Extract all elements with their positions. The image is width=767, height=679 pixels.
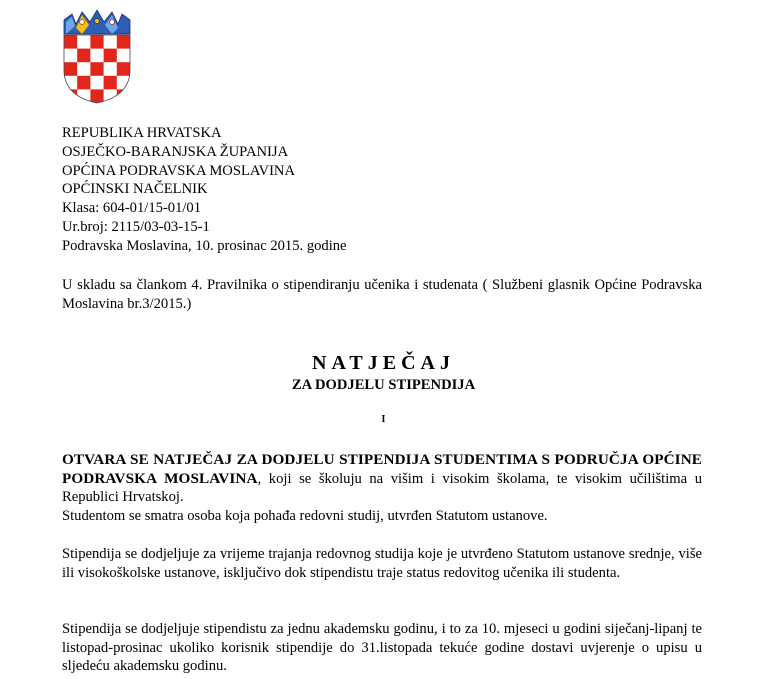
paragraph-1 [62,451,702,525]
intro-paragraph: U skladu sa člankom 4. Pravilnika o stipendiranju učenika i studenata ( Službeni glasnik Općine Podravska Moslavina br.3/2015.) [62,277,702,312]
section-numeral: I [381,414,386,425]
paragraph-1-rest: , koji se školuju na višim i visokim školama, te visokim učilištima u Republici Hrvatskoj. [62,470,703,506]
header-country: REPUBLIKA HRVATSKA [62,125,222,141]
paragraph-2: Stipendija se dodjeljuje za vrijeme trajanja redovnog studija koje je utvrđeno Statutom ustanove srednje, više ili visokoškolske ustanove, isključivo dok stipendistu traje status redovitog učenika ili studenta. [62,546,702,581]
title-sub: ZA DODJELU STIPENDIJA [291,377,476,393]
document-title [0,352,767,394]
paragraph-1-bold: OTVARA SE NATJEČAJ ZA DODJELU STIPENDIJA STUDENTIMA S PODRUČJA OPĆINE PODRAVSKA MOSLAVINA [62,451,702,487]
shield-checkerboard [64,35,130,104]
document-header [62,124,347,256]
header-place-date: Podravska Moslavina, 10. prosinac 2015. godine [62,237,347,254]
croatian-coat-of-arms-icon [60,4,134,104]
title-main: NATJEČAJ [312,352,455,374]
header-registry-number: Ur.broj: 2115/03-03-15-1 [62,218,210,235]
header-class-number: Klasa: 604-01/15-01/01 [62,200,202,217]
header-county: OSJEČKO-BARANJSKA ŽUPANIJA [62,143,289,160]
crown [64,10,130,34]
header-municipality: OPĆINA PODRAVSKA MOSLAVINA [62,162,296,179]
paragraph-1-line2: Studentom se smatra osoba koja pohađa redovni studij, utvrđen Statutom ustanove. [62,507,548,524]
header-office: OPĆINSKI NAČELNIK [62,181,208,198]
paragraph-3: Stipendija se dodjeljuje stipendistu za jednu akademsku godinu, i to za 10. mjeseci u godini siječanj-lipanj te listopad-prosinac ukoliko korisnik stipendije do 31.listopada tekuće godine dostavi uvjerenje o upisu u sljedeću akademsku godinu. [62,621,702,675]
